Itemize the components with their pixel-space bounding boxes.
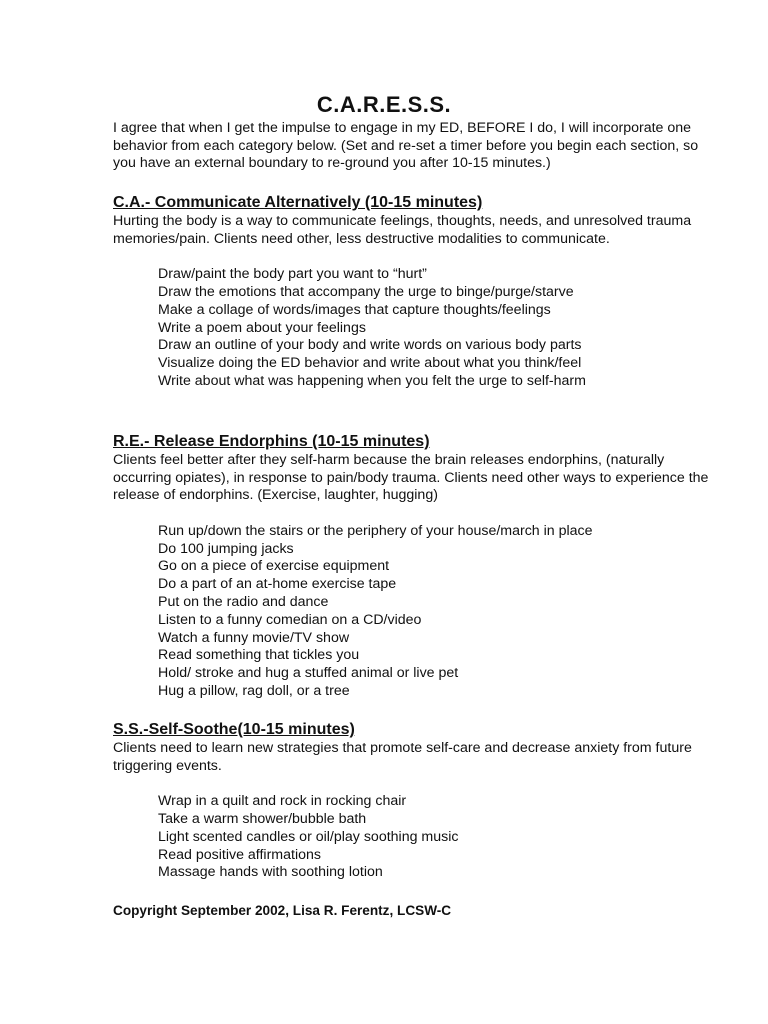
- list-item: Read something that tickles you: [158, 647, 360, 664]
- list-item: Wrap in a quilt and rock in rocking chair: [158, 793, 407, 810]
- list-item: Write a poem about your feelings: [158, 319, 366, 336]
- section-self-soothe: [113, 720, 713, 882]
- list-item: Write about what was happening when you felt the urge to self-harm: [158, 372, 586, 389]
- section-heading: R.E.- Release Endorphins (10-15 minutes): [113, 433, 430, 450]
- list-item: Watch a funny movie/TV show: [158, 629, 350, 646]
- list-item: Make a collage of words/images that capture thoughts/feelings: [158, 301, 551, 318]
- list-item: Draw an outline of your body and write words on various body parts: [158, 337, 582, 354]
- section-release-endorphins: [113, 432, 713, 701]
- list-item: Hug a pillow, rag doll, or a tree: [158, 682, 350, 699]
- list-item: Go on a piece of exercise equipment: [158, 558, 390, 575]
- list-item: Light scented candles or oil/play soothing music: [158, 828, 459, 845]
- copyright-notice: Copyright September 2002, Lisa R. Ferentz, LCSW-C: [113, 903, 452, 918]
- activity-list: [158, 793, 713, 882]
- list-item: Take a warm shower/bubble bath: [158, 810, 367, 827]
- list-item: Do 100 jumping jacks: [158, 540, 294, 557]
- section-heading: C.A.- Communicate Alternatively (10-15 minutes): [113, 194, 483, 211]
- intro-paragraph: I agree that when I get the impulse to engage in my ED, BEFORE I do, I will incorporate one behavior from each category below. (Set and re-set a timer before you begin each section, so you have an external boundary to re-ground you after 10-15 minutes.): [113, 120, 699, 172]
- page-title: C.A.R.E.S.S.: [316, 92, 452, 117]
- list-item: Run up/down the stairs or the periphery of your house/march in place: [158, 522, 593, 539]
- activity-list: [158, 523, 713, 701]
- section-body: Clients need to learn new strategies that promote self-care and decrease anxiety from future triggering events.: [113, 740, 692, 774]
- list-item: Draw/paint the body part you want to “hurt”: [158, 266, 427, 283]
- section-body: Clients feel better after they self-harm because the brain releases endorphins, (naturally occurring opiates), in response to pain/body trauma. Clients need other ways to experience the release of endorphins. (Exercise, laughter, hugging): [113, 452, 709, 504]
- list-item: Read positive affirmations: [158, 846, 321, 863]
- activity-list: [158, 266, 713, 391]
- list-item: Visualize doing the ED behavior and write about what you think/feel: [158, 355, 582, 372]
- section-heading: S.S.-Self-Soothe(10-15 minutes): [113, 721, 355, 738]
- list-item: Listen to a funny comedian on a CD/video: [158, 611, 422, 628]
- section-communicate-alternatively: [113, 193, 713, 391]
- list-item: Massage hands with soothing lotion: [158, 864, 383, 881]
- list-item: Do a part of an at-home exercise tape: [158, 576, 397, 593]
- list-item: Hold/ stroke and hug a stuffed animal or live pet: [158, 665, 459, 682]
- section-body: Hurting the body is a way to communicate feelings, thoughts, needs, and unresolved trauma memories/pain. Clients need other, less destructive modalities to communicate.: [113, 213, 692, 247]
- list-item: Draw the emotions that accompany the urge to binge/purge/starve: [158, 283, 574, 300]
- list-item: Put on the radio and dance: [158, 593, 329, 610]
